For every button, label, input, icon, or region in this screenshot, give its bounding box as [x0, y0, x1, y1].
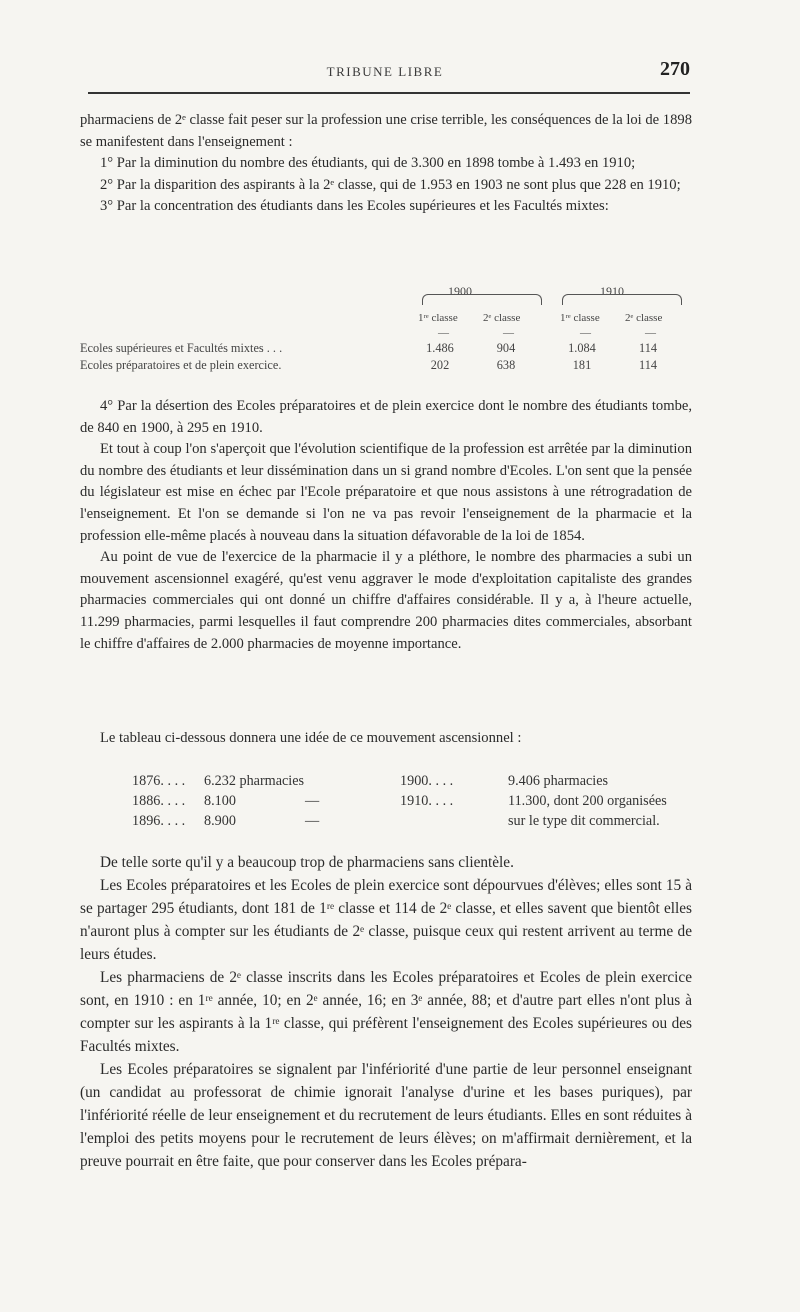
table-intro: Le tableau ci-dessous donnera une idée de ce mouvement ascensionnel :: [100, 730, 522, 746]
column-header: 1ʳᵉ classe: [560, 312, 600, 324]
paragraph: Au point de vue de l'exercice de la pharmacie il y a pléthore, le nombre des pharmacies a subi un mouvement ascensionnel exagéré, qu'est venu aggraver le mode d'exploitation capitaliste des grandes pharmacies commerciales qui ont donné un chiffre d'affaires considérable. Il y a, à l'heure actuelle, 11.299 pharmacies, parmi lesquelles il faut comprendre 200 pharmacies dites commerciales, absorbant le chiffre d'affaires de 2.000 pharmacies de moyenne importance.: [80, 549, 692, 652]
paragraph: Les Ecoles préparatoires et les Ecoles de plein exercice sont dépourvues d'élèves; elles sont 15 à se partager 295 étudiants, dont 181 de 1ʳᵉ classe et 114 de 2ᵉ classe, et elles savent que bientôt elles n'auront plus à compter sur les étudiants de 2ᵉ classe, puisque ceux qui restent arrivent au terme de leurs études.: [80, 877, 692, 963]
page-number: 270: [660, 58, 690, 80]
table-year: 1896. . . .: [132, 813, 186, 829]
table-year: 1876. . . .: [132, 773, 186, 789]
paragraph: Et tout à coup l'on s'aperçoit que l'évolution scientifique de la profession est arrêtée par la diminution du nombre des étudiants et leur dissémination dans un si grand nombre d'Ecoles. L'on sent que la pensée du législateur est mise en échec par l'Ecole préparatoire et que nous assistons à une rétrogradation de l'enseignement. Et l'on se demande si l'on ne va pas revoir l'enseignement de la pharmacie et la profession elle-même placés à nouveau dans la situation défavorable de la loi de 1854.: [80, 441, 692, 544]
table-row-label: Ecoles préparatoires et de plein exercice.: [80, 358, 282, 372]
table-cell: 1.486: [426, 341, 454, 355]
paragraph: De telle sorte qu'il y a beaucoup trop de pharmaciens sans clientèle.: [100, 854, 514, 871]
paragraph: 2° Par la disparition des aspirants à la 2ᵉ classe, qui de 1.953 en 1903 ne sont plus que 228 en 1910;: [100, 176, 681, 193]
table-value: 6.232 pharmacies: [204, 773, 305, 789]
year-brace: [422, 294, 542, 305]
column-header: 2ᵉ classe: [483, 312, 521, 324]
paragraph: 1° Par la diminution du nombre des étudiants, qui de 3.300 en 1898 tombe à 1.493 en 1910;: [100, 155, 636, 172]
table-cell: 1.084: [568, 341, 596, 355]
ditto-mark: —: [305, 813, 320, 829]
column-dash: —: [503, 327, 514, 339]
column-dash: —: [645, 327, 656, 339]
paragraph: 3° Par la concentration des étudiants dans les Ecoles supérieures et les Facultés mixtes:: [100, 198, 609, 215]
table-cell: 904: [496, 341, 516, 355]
page-header: [80, 56, 690, 86]
table-value: 8.100: [204, 793, 236, 809]
table-cell: 181: [572, 358, 592, 372]
running-title: TRIBUNE LIBRE: [326, 64, 444, 79]
table-cell: 114: [639, 341, 657, 355]
header-rule: [88, 92, 690, 94]
year-brace: [562, 294, 682, 305]
table-intro-block: [80, 728, 692, 750]
table-year: 1900. . . .: [400, 773, 454, 789]
table-value: sur le type dit commercial.: [508, 813, 660, 829]
table-row-label: Ecoles supérieures et Facultés mixtes . . .: [80, 341, 283, 355]
paragraph: 4° Par la désertion des Ecoles préparatoires et de plein exercice dont le nombre des étudiants tombe, de 840 en 1900, à 295 en 1910.: [80, 398, 692, 436]
table-value: 11.300, dont 200 organisées: [508, 793, 667, 809]
table-year: 1910. . . .: [400, 793, 454, 809]
year-header: 1900: [448, 284, 472, 298]
column-header: 2ᵉ classe: [625, 312, 663, 324]
text-block-bottom: [80, 851, 692, 1173]
column-dash: —: [580, 327, 591, 339]
paragraph: Les Ecoles préparatoires se signalent par l'infériorité d'une partie de leur personnel enseignant (un candidat au professorat de chimie ignorait l'analyse d'urine et les bases puriques), par l'infériorité réelle de leur enseignement et du recrutement de leurs étudiants. Elles en sont réduites à l'emploi des petits moyens pour le recrutement de leurs élèves; on m'affirmait dernièrement, et la preuve pourrait en être faite, que pour conserver dans les Ecoles prépara-: [80, 1061, 692, 1170]
text-block-middle: [80, 396, 692, 655]
table-cell: 638: [496, 358, 516, 372]
table-year: 1886. . . .: [132, 793, 186, 809]
paragraph: pharmaciens de 2ᵉ classe fait peser sur la profession une crise terrible, les conséquences de la loi de 1898 se manifestent dans l'enseignement :: [80, 112, 692, 150]
paragraph: Les pharmaciens de 2ᵉ classe inscrits dans les Ecoles préparatoires et Ecoles de plein exercice sont, en 1910 : en 1ʳᵉ année, 10; en 2ᵉ année, 16; en 3ᵉ année, 88; et d'autre part elles n'ont plus à compter sur les aspirants à la 1ʳᵉ classe, qui préfèrent l'enseignement des Ecoles supérieures ou des Facultés mixtes.: [80, 969, 692, 1055]
text-block-top: [80, 110, 692, 218]
column-header: 1ʳᵉ classe: [418, 312, 458, 324]
table-value: 8.900: [204, 813, 236, 829]
table-value: 9.406 pharmacies: [508, 773, 609, 789]
column-dash: —: [438, 327, 449, 339]
ditto-mark: —: [305, 793, 320, 809]
table-cell: 114: [639, 358, 657, 372]
year-header: 1910: [600, 284, 624, 298]
table-cell: 202: [430, 358, 450, 372]
